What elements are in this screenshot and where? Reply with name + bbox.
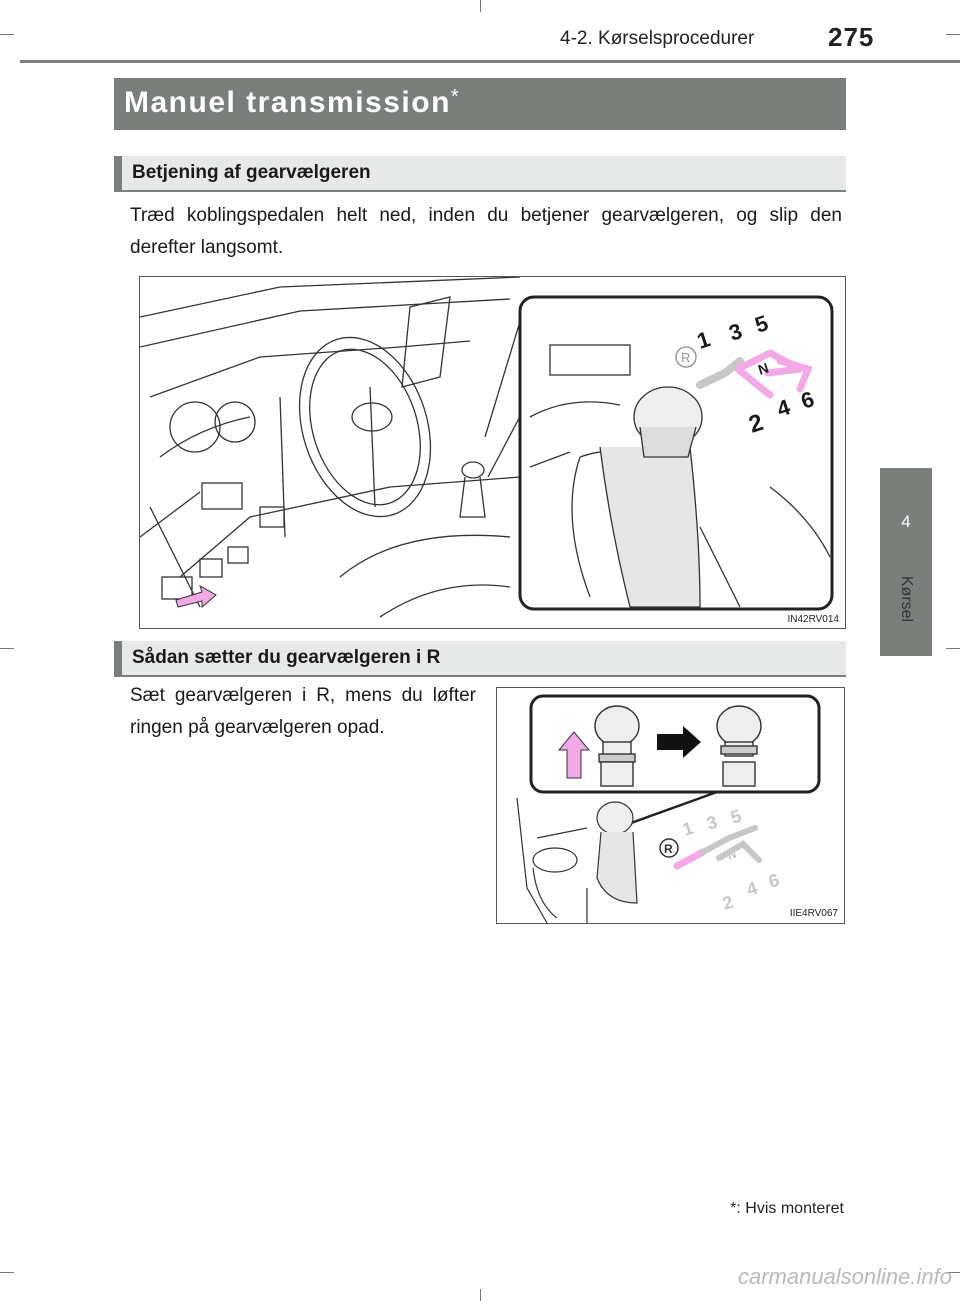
chapter-tab-label: Kørsel xyxy=(898,575,915,623)
gear-number: 3 xyxy=(704,811,720,834)
section-heading-text: Betjening af gearvælgeren xyxy=(132,162,371,183)
section-heading-text: Sådan sætter du gearvælgeren i R xyxy=(132,647,441,668)
crop-mark xyxy=(480,0,481,12)
figure-code: IIE4RV067 xyxy=(789,908,838,919)
figure-code: IN42RV014 xyxy=(787,614,839,625)
heading-marker xyxy=(114,641,122,675)
gear-neutral: N xyxy=(755,359,771,378)
section-heading-operation xyxy=(114,156,846,192)
crop-mark xyxy=(946,648,960,649)
figure-reverse-ring xyxy=(496,687,845,924)
gear-number: 5 xyxy=(728,805,744,828)
section-heading-reverse xyxy=(114,641,846,677)
clutch-arrow-icon xyxy=(176,586,216,607)
footnote xyxy=(730,1200,844,1218)
gear-number: 4 xyxy=(744,877,760,900)
crop-mark xyxy=(480,1289,481,1301)
gear-number: 6 xyxy=(797,386,818,414)
gear-number: 2 xyxy=(720,891,736,914)
crop-mark xyxy=(0,1272,14,1273)
gear-number: 5 xyxy=(751,310,772,338)
instruction-paragraph: Sæt gearvælgeren i R, mens du løfter ringen på gearvælgeren opad. xyxy=(130,685,476,738)
header-rule xyxy=(20,60,960,63)
gear-number: 2 xyxy=(745,408,767,439)
instruction-paragraph: Træd koblingspedalen helt ned, inden du betjener gearvælgeren, og slip den derefter langsomt. xyxy=(130,205,842,258)
gear-reverse: R xyxy=(681,350,691,365)
gear-neutral: N xyxy=(725,846,739,863)
gear-number: 4 xyxy=(773,394,794,422)
running-header-section: 4-2. Kørselsprocedurer xyxy=(560,28,755,49)
page-title-text: Manuel transmission xyxy=(124,86,451,119)
gear-number: 6 xyxy=(766,869,782,892)
watermark: carmanualsonline.info xyxy=(737,1264,952,1289)
crop-mark xyxy=(946,34,960,35)
page-title xyxy=(124,86,460,120)
footnote-text: : Hvis monteret xyxy=(736,1200,844,1217)
page-number: 275 xyxy=(828,22,875,52)
footnote-marker: * xyxy=(730,1200,737,1217)
gear-reverse: R xyxy=(664,842,673,856)
reverse-illustration xyxy=(497,688,844,923)
gear-number: 1 xyxy=(680,817,696,840)
cabin-illustration xyxy=(140,277,845,628)
chapter-tab-number: 4 xyxy=(901,512,911,531)
crop-mark xyxy=(0,648,14,649)
crop-mark xyxy=(0,34,14,35)
heading-marker xyxy=(114,156,122,190)
gear-number: 1 xyxy=(693,326,714,354)
gear-number: 3 xyxy=(725,318,746,346)
figure-cabin-gear-lever xyxy=(139,276,846,629)
title-asterisk: * xyxy=(450,86,461,108)
